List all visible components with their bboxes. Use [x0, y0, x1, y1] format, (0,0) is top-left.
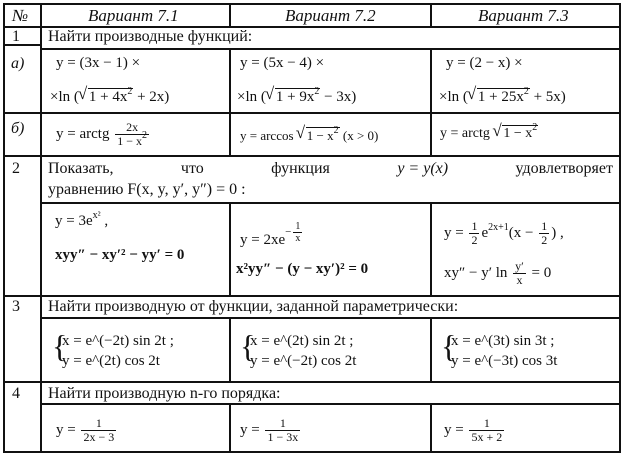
grid-line: [3, 381, 621, 383]
grid-line: [229, 48, 231, 157]
grid-line: [3, 44, 41, 46]
title-word: удовлетворяет: [515, 160, 613, 177]
formula-text: 1 + 4x: [88, 89, 128, 105]
formula-text: e: [481, 225, 489, 242]
system-row: y = e^(−3t) cos 3t: [451, 353, 558, 369]
denominator: 2: [541, 233, 548, 248]
header-variant-2: Вариант 7.2: [285, 6, 376, 25]
formula-text: 1 + 9x: [275, 89, 315, 105]
formula-text: y =: [240, 422, 260, 439]
formula-text: y = arctg: [56, 126, 110, 143]
denominator: 1 − 3x: [267, 430, 299, 445]
formula-text: ×ln (: [237, 89, 266, 105]
formula-text: = 0: [531, 265, 552, 282]
grid-line: [3, 451, 621, 453]
formula-text: y = 2xe: [240, 232, 286, 249]
formula-text: y =: [444, 422, 464, 439]
exponent: 2: [523, 86, 529, 97]
grid-line: [619, 3, 621, 453]
brace-icon: {: [240, 328, 256, 364]
task-title: Найти производную от функции, заданной параметрически:: [48, 298, 459, 315]
formula-a1-ln: [50, 88, 169, 105]
formula-text: y = 3e: [55, 213, 93, 229]
title-word: Показать,: [48, 160, 114, 177]
denominator: x: [513, 273, 526, 287]
formula-text: ) ,: [551, 225, 564, 242]
subtask-label: б): [11, 120, 25, 137]
system-s3: [441, 328, 558, 371]
numerator: 1: [279, 416, 286, 430]
grid-line: [229, 3, 231, 28]
fraction: [265, 417, 300, 444]
formula-text: y = arccos: [240, 128, 294, 143]
formula-a3: [446, 56, 523, 71]
sqrt-sign: [297, 127, 340, 142]
denominator: 1 − x: [117, 134, 142, 149]
formula-text: (x −: [508, 225, 534, 242]
exponent: 2: [532, 122, 538, 133]
brace-icon: {: [441, 328, 457, 364]
numerator: 1: [295, 221, 301, 232]
exponent: 2: [333, 125, 339, 136]
grid-line: [229, 403, 231, 453]
grid-line: [40, 317, 621, 319]
system-row: y = e^(2t) cos 2t: [62, 353, 160, 369]
formula-text: 1 − x: [306, 128, 334, 143]
equation-c1: xyy″ − xy′² − yy′ = 0: [55, 247, 185, 263]
formula-text: + 2x): [133, 89, 170, 105]
exponent: 2x+1: [488, 222, 509, 234]
task-title-line2: уравнению F(x, y, y′, y″) = 0 :: [48, 181, 246, 198]
exponent-sign: −: [285, 226, 292, 239]
system-row: x = e^(−2t) sin 2t ;: [62, 333, 174, 349]
system-s1: [52, 328, 174, 371]
task-title: Найти производные функций:: [48, 28, 253, 45]
header-variant-1: Вариант 7.1: [88, 6, 179, 25]
formula-a2: [240, 56, 324, 71]
formula-f3: [444, 417, 506, 444]
brace-icon: {: [52, 328, 68, 364]
formula-text: 1 + 25x: [477, 89, 524, 105]
formula-text: (x > 0): [339, 128, 379, 143]
formula-text: − 3x): [320, 89, 357, 105]
grid-line: [3, 112, 621, 114]
sqrt-sign: [493, 122, 538, 141]
formula-b3: [440, 122, 538, 141]
numerator: 1: [541, 219, 548, 233]
exponent: 2: [314, 86, 320, 97]
formula-f2: [240, 417, 302, 444]
subtask-label: а): [11, 55, 25, 72]
formula-c1: [55, 210, 109, 229]
exponent: x²: [92, 210, 101, 221]
title-word: функция: [271, 160, 330, 177]
formula-text: + 5x): [529, 89, 566, 105]
grid-line: [3, 3, 5, 453]
formula-line: y = (3x − 1) ×: [56, 55, 141, 71]
fraction: [469, 417, 504, 444]
denominator: 2x − 3: [83, 430, 115, 445]
formula-text: y = arctg: [440, 126, 490, 141]
grid-line: [430, 48, 432, 157]
grid-line: [430, 403, 432, 453]
formula-text: y =: [56, 422, 76, 439]
exponent: 2: [141, 130, 147, 142]
task-number: 3: [12, 298, 20, 315]
formula-text: ×ln (: [50, 89, 79, 105]
equation-c3: [444, 260, 551, 287]
fraction: [469, 220, 479, 247]
grid-line: [3, 295, 621, 297]
grid-line: [40, 48, 621, 50]
grid-line: [430, 202, 432, 297]
formula-text: xy″ − y′ ln: [444, 265, 508, 282]
system-row: x = e^(3t) sin 3t ;: [451, 333, 555, 349]
grid-line: [430, 3, 432, 28]
fraction: [539, 220, 549, 247]
formula-line: y = (2 − x) ×: [446, 55, 523, 71]
fraction: [115, 121, 149, 148]
formula-c3: [444, 220, 564, 247]
denominator: x: [295, 233, 301, 244]
denominator: 2: [471, 233, 478, 248]
grid-line: [3, 155, 621, 157]
task-number: 4: [12, 385, 20, 402]
formula-a1: [56, 56, 140, 71]
formula-b1: [56, 121, 151, 148]
task-number: 1: [12, 28, 20, 45]
formula-text: 1 − x: [503, 126, 533, 141]
header-number: №: [12, 6, 29, 25]
grid-line: [40, 403, 621, 405]
numerator: 1: [471, 219, 478, 233]
grid-line: [3, 3, 621, 5]
system-s2: [240, 328, 357, 371]
formula-text: ×ln (: [439, 89, 468, 105]
grid-line: [229, 317, 231, 383]
numerator: 2x: [126, 120, 139, 134]
header-variant-3: Вариант 7.3: [478, 6, 569, 25]
system-row: y = e^(−2t) cos 2t: [250, 353, 357, 369]
formula-text: y =: [444, 225, 464, 242]
task-title: Найти производную n-го порядка:: [48, 385, 281, 402]
sqrt-sign: [266, 88, 320, 105]
formula-b2: [240, 127, 378, 142]
exponent: 2: [127, 86, 133, 97]
formula-c2: [240, 221, 304, 253]
formula-f1: [56, 417, 118, 444]
grid-line: [40, 3, 42, 453]
numerator: 1: [483, 416, 490, 430]
equation-c2: x²yy″ − (y − xy′)² = 0: [236, 261, 369, 277]
denominator: 5x + 2: [471, 430, 503, 445]
grid-line: [430, 317, 432, 383]
task-number: 2: [12, 160, 20, 177]
formula-line: y = (5x − 4) ×: [240, 55, 325, 71]
system-row: x = e^(2t) sin 2t ;: [250, 333, 354, 349]
title-word: y = y(x): [397, 160, 449, 177]
sqrt-sign: [79, 88, 133, 105]
fraction: [513, 260, 526, 287]
grid-line: [40, 202, 621, 204]
fraction: [293, 221, 302, 244]
task-title: [48, 161, 613, 177]
formula-a2-ln: [237, 88, 356, 105]
numerator: y′: [515, 259, 524, 273]
title-word: что: [180, 160, 204, 177]
formula-a3-ln: [439, 88, 566, 105]
formula-text: ,: [100, 213, 109, 229]
sqrt-sign: [468, 88, 530, 105]
fraction: [81, 417, 116, 444]
numerator: 1: [95, 416, 102, 430]
grid-line: [229, 202, 231, 297]
